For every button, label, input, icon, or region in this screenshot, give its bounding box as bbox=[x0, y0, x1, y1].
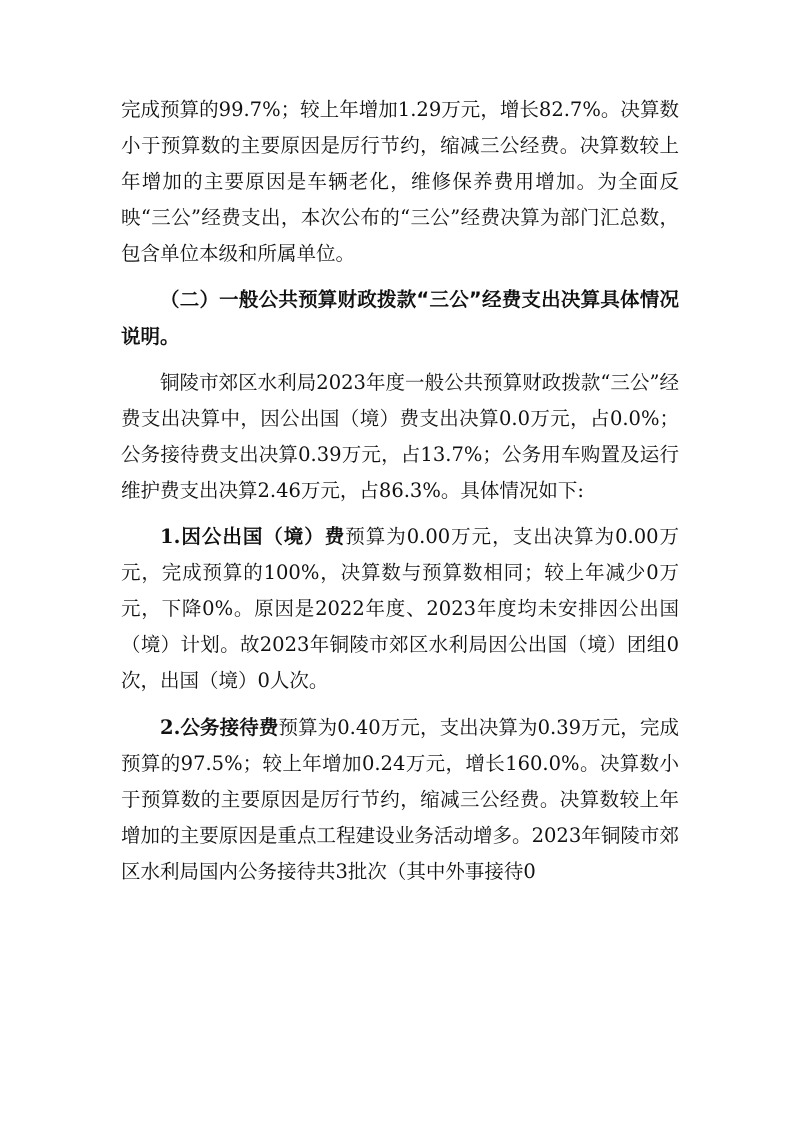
paragraph-item-1 bbox=[121, 519, 679, 699]
item-1-lead: 1.因公出国（境）费 bbox=[160, 525, 346, 549]
paragraph-item-2 bbox=[121, 710, 679, 890]
document-body bbox=[121, 92, 679, 890]
item-2-body: 预算为0.40万元，支出决算为0.39万元，完成预算的97.5%；较上年增加0.24万元，增长160.0%。决算数小于预算数的主要原因是厉行节约，缩减三公经费。决算数较上年增加的主要原因是重点工程建设业务活动增多。2023年铜陵市郊区水利局国内公务接待共3批次（其中外事接待0 bbox=[121, 715, 680, 883]
item-1-body: 预算为0.00万元，支出决算为0.00万元，完成预算的100%，决算数与预算数相同；较上年减少0万元，下降0%。原因是2022年度、2023年度均未安排因公出国（境）计划。故2023年铜陵市郊区水利局因公出国（境）团组0次，出国（境）0人次。 bbox=[121, 525, 679, 693]
item-2-lead: 2.公务接待费 bbox=[160, 715, 279, 739]
paragraph-summary: 铜陵市郊区水利局2023年度一般公共预算财政拨款“三公”经费支出决算中，因公出国（境）费支出决算0.0万元，占0.0%；公务接待费支出决算0.39万元，占13.7%；公务用车购置及运行维护费支出决算2.46万元，占86.3%。具体情况如下: bbox=[121, 370, 679, 502]
section-heading: （二）一般公共预算财政拨款“三公”经费支出决算具体情况说明。 bbox=[121, 288, 679, 348]
paragraph-continuation: 完成预算的99.7%；较上年增加1.29万元，增长82.7%。决算数小于预算数的主要原因是厉行节约，缩减三公经费。决算数较上年增加的主要原因是车辆老化，维修保养费用增加。为全面反映“三公”经费支出，本次公布的“三公”经费决算为部门汇总数，包含单位本级和所属单位。 bbox=[121, 98, 679, 266]
